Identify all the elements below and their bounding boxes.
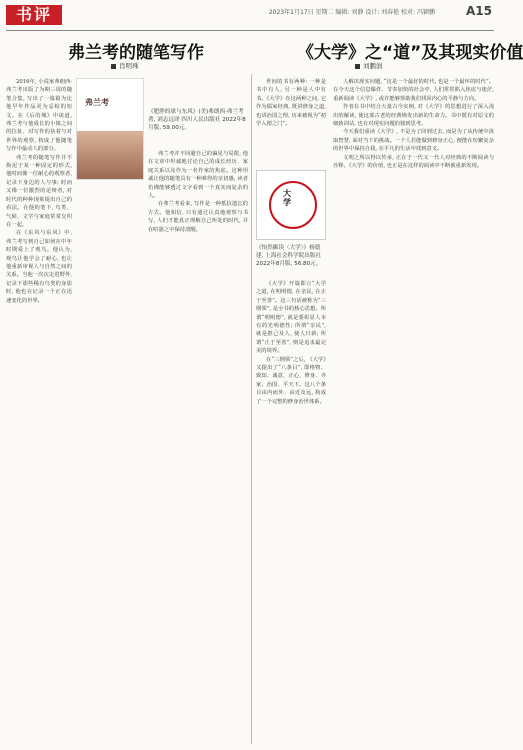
byline-square-icon [355,64,360,69]
right-byline-text: 刘鹏润 [363,62,383,70]
right-article-column-1-top [256,78,326,166]
paragraph: 在“三纲领”之后, 《大学》又提出了“八条目”, 即格物、致知、诚意、正心、修身、齐家、治国、平天下。这八个条目由内而外、由近及远, 构成了一个完整的修身治世体系。 [256,356,326,405]
paragraph: 今天我们重读《大学》, 不是为了回到过去, 而是为了从传统中汲取智慧, 面对当下的挑战。一个人若能做到修身正心, 便能在纷繁复杂的世界中保持自我, 在平凡的生活中找到意义。 [333,129,494,153]
book-cover-image [76,78,144,180]
paragraph: 文明之所以得以传承, 正在于一代又一代人对经典的不断阅读与诠释。《大学》的价值, 也正是在这样的阅读中不断被重新发现。 [333,154,494,170]
paragraph: 《大学》开篇即言“大学之道, 在明明德, 在亲民, 在止于至善”。这三句话被称为“三纲领”, 是全书的核心思想。所谓“明明德”, 就是要彰显人本有的光明德性; 所谓“亲民”, 就是推己及人, 使人日新; 所谓“止于至善”, 则是追求最完美的境界。 [256,281,326,355]
right-article-column-2 [333,78,494,744]
masthead [0,0,500,30]
paragraph: 在《东风与东风》中, 弗兰考写到自己如何在中年时期爱上了观鸟。他认为, 观鸟让他学会了耐心, 也让他重新审视人与自然之间的关系。当他一次次走进野外, 记录下那些稀有鸟类的身影时, 他也在记录一个正在迅速变化的世界。 [6,230,72,304]
paragraph: 作者在书中结合大量古今实例, 对《大学》的思想进行了深入浅出的解读, 使这部古老的经典焕发出新的生命力。书中既有对原文的细致训诂, 也有对现实问题的独到思考。 [333,104,494,128]
paragraph: 2016年, 小说家弗朗西·弗兰考出版了为期三周的随笔合集, 写出了一篇篇为比他早年作品更为妥帖的短文。在《后的城》中谈道, 弗兰考与他成长的小镇之间的拉扯、对写作的执着与对世界的观察, 构成了他随笔写作中最动人的部分。 [6,79,72,153]
book-caption: 《怡然颐读〈大学〉》杨德建, 上海社会科学院出版社2022年8月版, 56.80元。 [256,245,322,267]
cover-title: 大学 [283,188,291,207]
paragraph: 弗兰考的随笔写作并不拘泥于某一种固定的形式, 他时而像一位耐心的观察者, 记录下身边的人与事; 时而又像一位激烈的论辩者, 对时代的种种现象提出自己的看法。在他的笔下, 鸟类、气候、文学与家庭常常交织在一起。 [6,154,72,228]
column-divider [251,74,252,744]
left-byline-text: 肖明珠 [119,62,139,70]
left-article-column-2 [148,150,248,744]
paragraph: 世间的书有两种: 一种是书中有人, 另一种是人中有书。《大学》在这两种之间, 它作为儒家经典, 既讲修身之道, 也讲治国之理, 历来被视为“初学入德之门”。 [256,79,326,128]
left-article-column-1 [6,78,72,744]
byline-square-icon [111,64,116,69]
page-number: A15 [466,4,492,18]
right-article-byline [355,61,383,70]
paragraph: 人解决现实问题, “这是一个最好的时代, 也是一个最坏的时代”。在今天这个信息爆炸、节奏加快的社会中, 人们常常陷入焦虑与迷茫, 重新阅读《大学》, 或许能够帮助我们找回内心的平静与方向。 [333,79,494,102]
left-article-title: 弗兰考的随笔写作 [68,43,204,63]
header-rule [6,30,494,31]
cover-title: 弗兰考 [85,97,109,107]
right-article-column-1-bottom [256,280,326,744]
paragraph: 在弗兰考看来, 写作是一种抵抗遗忘的方式。他相信, 只有通过认真地观察与书写, 人们才能真正理解自己所处的时代, 并在喧嚣之中保持清醒。 [148,201,248,233]
paragraph: 弗兰考并不回避自己的偏见与局限, 他在文章中坦诚地讨论自己的成长经历、家庭关系以及作为一名作家的焦虑。这种坦诚让他的随笔具有一种难得的亲切感, 读者仿佛能够透过文字看到一个真实而复杂的人。 [148,151,248,200]
right-article-title: 《大学》之“道”及其现实价值 [297,43,523,63]
dateline: 2023年1月17日 星期二 编辑: 刘静 设计: 刘春艳 校对: 冯颖鹏 [268,9,435,16]
book-cover-image [256,170,326,240]
cover-band [77,131,143,179]
section-tag: 书评 [6,5,62,25]
book-caption: 《肥胖的球与东风》(美)弗朗西·弗兰考著, 刘志远译 四川人民出版社 2022年8月版, 59.00元。 [148,109,246,131]
left-article-byline [111,61,139,70]
